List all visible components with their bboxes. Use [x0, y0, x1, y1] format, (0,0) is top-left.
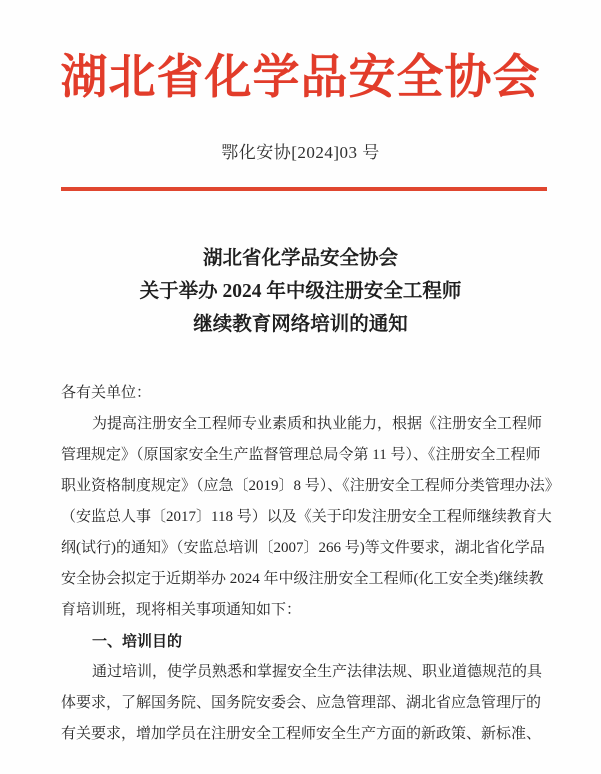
- body-line: 安全协会拟定于近期举办 2024 年中级注册安全工程师(化工安全类)继续教: [61, 571, 544, 587]
- document-title-line-2: 关于举办 2024 年中级注册安全工程师: [139, 281, 462, 302]
- body-line: 通过培训，使学员熟悉和掌握安全生产法律法规、职业道德规范的具: [92, 664, 543, 680]
- document-title-line-1: 湖北省化学品安全协会: [202, 248, 398, 269]
- body-line: 职业资格制度规定》（应急〔2019〕8 号）、《注册安全工程师分类管理办法》: [61, 478, 560, 494]
- body-line: （安监总人事〔2017〕118 号）以及《关于印发注册安全工程师继续教育大: [61, 509, 552, 525]
- document-body: [61, 378, 560, 750]
- salutation: 各有关单位：: [61, 385, 152, 401]
- paragraph: [61, 409, 560, 626]
- red-divider-line: [61, 187, 547, 191]
- document-title-line-3: 继续教育网络培训的通知: [193, 314, 408, 335]
- doc-number: 鄂化安协[2024]03 号: [221, 143, 380, 162]
- body-line: 有关要求，增加学员在注册安全工程师安全生产方面的新政策、新标准、: [61, 726, 542, 742]
- body-line: 管理规定》（原国家安全生产监督管理总局令第 11 号）、《注册安全工程师: [61, 447, 541, 463]
- section-heading: 一、培训目的: [92, 633, 183, 650]
- body-blocks: [61, 409, 560, 750]
- letterhead-org-name: 湖北省化学品安全协会: [60, 52, 541, 104]
- document-title: [0, 242, 601, 341]
- body-line: 体要求，了解国务院、国务院安委会、应急管理部、湖北省应急管理厅的: [61, 695, 542, 711]
- letterhead: [0, 49, 601, 191]
- body-line: 为提高注册安全工程师专业素质和执业能力，根据《注册安全工程师: [92, 416, 543, 432]
- body-line: 纲(试行)的通知》（安监总培训〔2007〕266 号)等文件要求，湖北省化学品: [61, 540, 545, 556]
- paragraph: [61, 657, 551, 750]
- body-line: 育培训班，现将相关事项通知如下：: [61, 602, 302, 618]
